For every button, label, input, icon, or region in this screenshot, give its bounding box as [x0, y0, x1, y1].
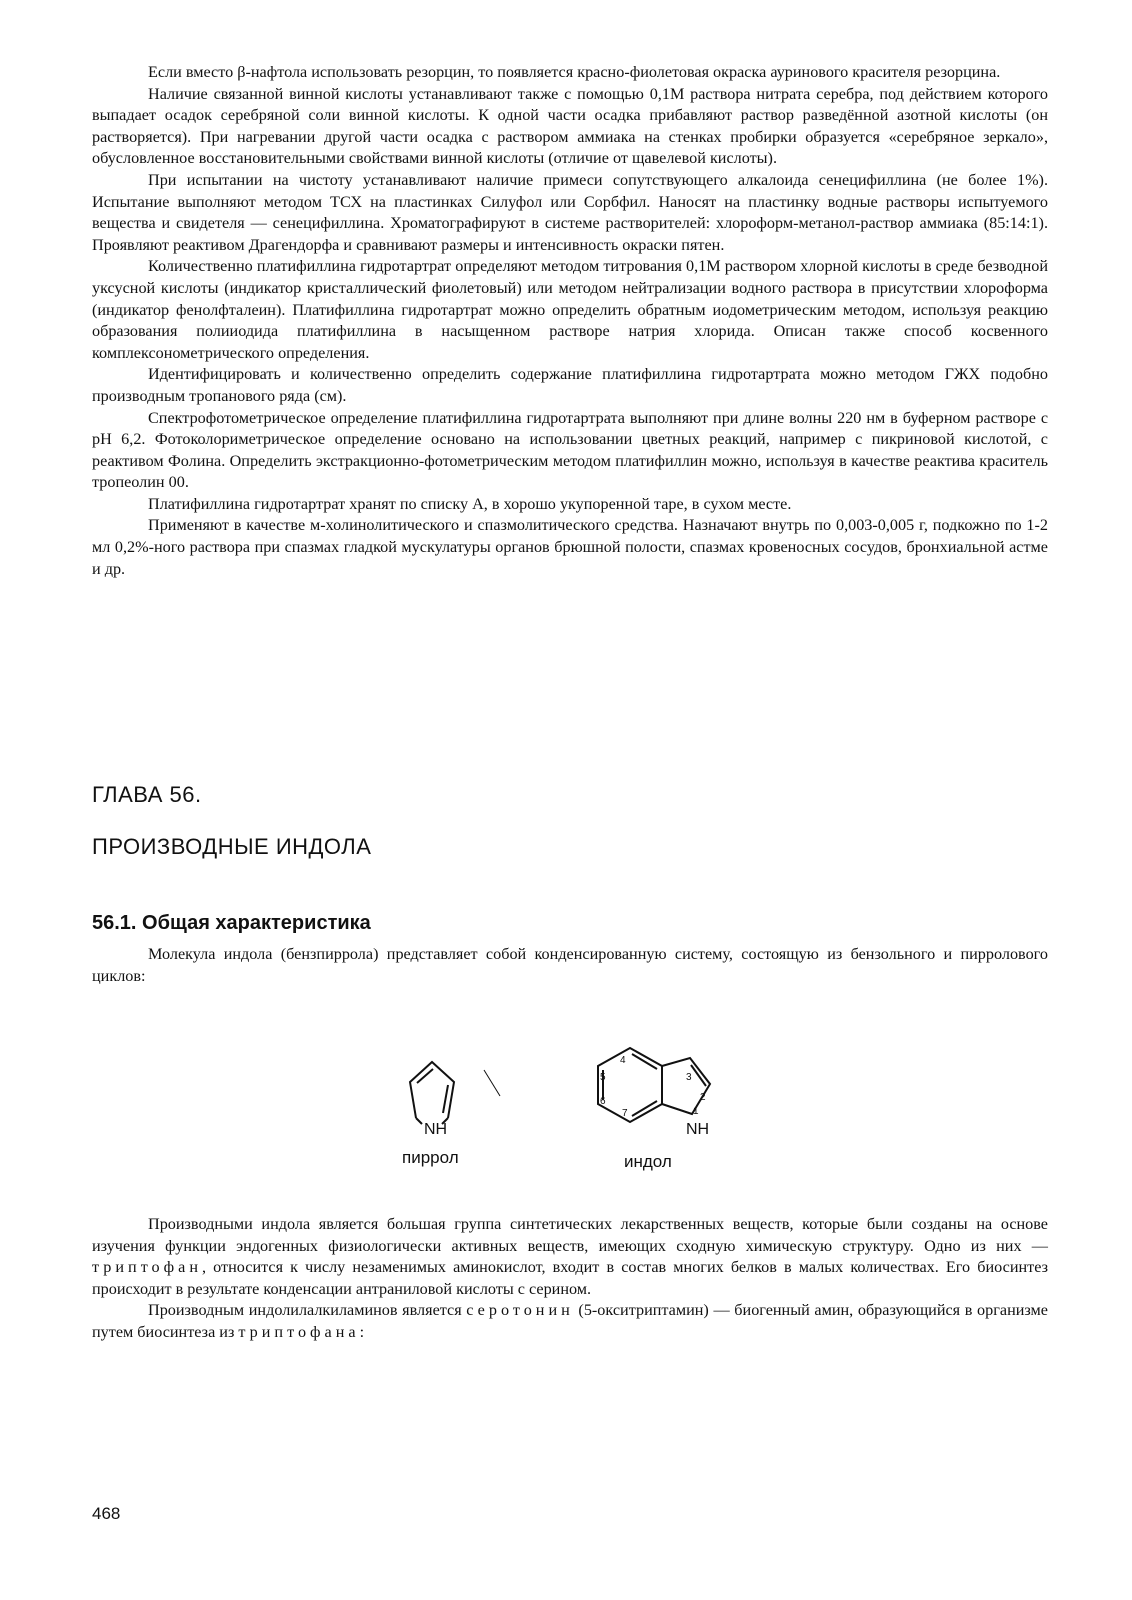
atom-number-2: 2	[700, 1092, 706, 1103]
paragraph-indole-derivatives: Производными индола является большая группа синтетических лекарственных веществ, которые были созданы на основе изучения функции эндогенных физиологически активных веществ, имеющих сходную химическую структуру. Одно из них — триптофан, относится к числу незаменимых аминокислот, входит в состав многих белков в малых количествах. Его биосинтез происходит в результате конденсации антраниловой кислоты с серином.	[92, 1215, 1048, 1298]
indole-caption: индол	[624, 1152, 672, 1171]
atom-number-1: 1	[693, 1106, 699, 1117]
chapter-title: ПРОИЗВОДНЫЕ ИНДОЛА	[92, 834, 372, 859]
paragraph-storage: Платифиллина гидротартрат хранят по списку А, в хорошо укупоренной таре, в сухом месте.	[148, 494, 792, 513]
atom-number-7: 7	[622, 1108, 628, 1119]
pyrrole-structure	[410, 1062, 500, 1124]
chapter-number: ГЛАВА 56.	[92, 782, 202, 807]
paragraph-application: Применяют в качестве м-холинолитического и спазмолитического средства. Назначают внутрь по 0,003-0,005 г, подкожно по 1-2 мл 0,2%-ного раствора при спазмах гладкой мускулатуры органов брюшной полости, спазмах кровеносных сосудов, бронхиальной астме и др.	[92, 516, 1048, 578]
bottom-text-block	[92, 1214, 1048, 1344]
paragraph-silver-nitrate: Наличие связанной винной кислоты устанавливают также с помощью 0,1М раствора нитрата серебра, под действием которого выпадает осадок серебряной соли винной кислоты. К одной части осадка прибавляют раствор разведённой азотной кислоты (он растворяется). При нагревании другой части осадка с раствором аммиака на стенках пробирки образуется «серебряное зеркало», обусловленное восстановительными свойствами винной кислоты (отличие от щавелевой кислоты).	[92, 84, 1048, 168]
tryptophan-term: триптофан	[92, 1258, 202, 1277]
atom-number-4: 4	[620, 1055, 626, 1066]
section-intro-block	[92, 944, 1048, 987]
atom-number-5: 5	[600, 1072, 606, 1083]
paragraph-quantitative: Количественно платифиллина гидротартрат определяют методом титрования 0,1М раствором хлорной кислоты в среде безводной уксусной кислоты (индикатор кристаллический фиолетовый) или методом нейтрализации водного раствора в присутствии хлороформа (индикатор фенолфталеин). Платифиллина гидротартрат можно определить обратным иодометрическим методом, используя реакцию образования полииодида платифиллина в насыщенном растворе натрия хлорида. Описан также способ косвенного комплексонометрического определения.	[92, 257, 1048, 362]
serotonin-term: серотонин	[466, 1301, 574, 1320]
pyrrole-nh-label: NH	[424, 1121, 448, 1138]
pyrrole-caption: пиррол	[402, 1148, 459, 1167]
paragraph-resorcinol: Если вместо β-нафтола использовать резорцин, то появляется красно-фиолетовая окраска ауринового красителя резорцина.	[148, 63, 1001, 81]
atom-number-3: 3	[686, 1072, 692, 1083]
paragraph-purity-test: При испытании на чистоту устанавливают наличие примеси сопутствующего алкалоида сенецифиллина (не более 1%). Испытание выполняют методом ТСХ на пластинках Силуфол или Сорбфил. Наносят на пластинку водные растворы испытуемого вещества и свидетеля — сенецифиллина. Хроматографируют в системе растворителей: хлороформ-метанол-раствор аммиака (85:14:1). Проявляют реактивом Драгендорфа и сравнивают размеры и интенсивность окраски пятен.	[92, 170, 1048, 254]
paragraph-serotonin: Производным индолилалкиламинов является серотонин (5-окситриптамин) — биогенный амин, образующийся в организме путем биосинтеза из триптофана:	[92, 1301, 1048, 1341]
page-number: 468	[92, 1504, 121, 1523]
indole-nh-label: NH	[686, 1121, 710, 1138]
top-text-block	[92, 62, 1048, 580]
section-heading: 56.1. Общая характеристика	[92, 912, 371, 934]
paragraph-glc: Идентифицировать и количественно определить содержание платифиллина гидротартрата можно методом ГЖХ подобно производным тропанового ряда (см).	[92, 365, 1048, 405]
tryptophan-term-2: триптофана	[238, 1322, 360, 1341]
paragraph-spectrophotometry: Спектрофотометрическое определение платифиллина гидротартрата выполняют при длине волны 220 нм в буферном растворе с pH 6,2. Фотоколориметрическое определение основано на использовании цветных реакций, например с пикриновой кислотой, с реактивом Фолина. Определить экстракционно-фотометрическим методом платифиллин можно, используя в качестве реактива краситель тропеолин 00.	[92, 408, 1048, 492]
atom-number-6: 6	[600, 1096, 606, 1107]
section-intro: Молекула индола (бензпиррола) представляет собой конденсированную систему, состоящую из бензольного и пирролового циклов:	[92, 945, 1048, 985]
